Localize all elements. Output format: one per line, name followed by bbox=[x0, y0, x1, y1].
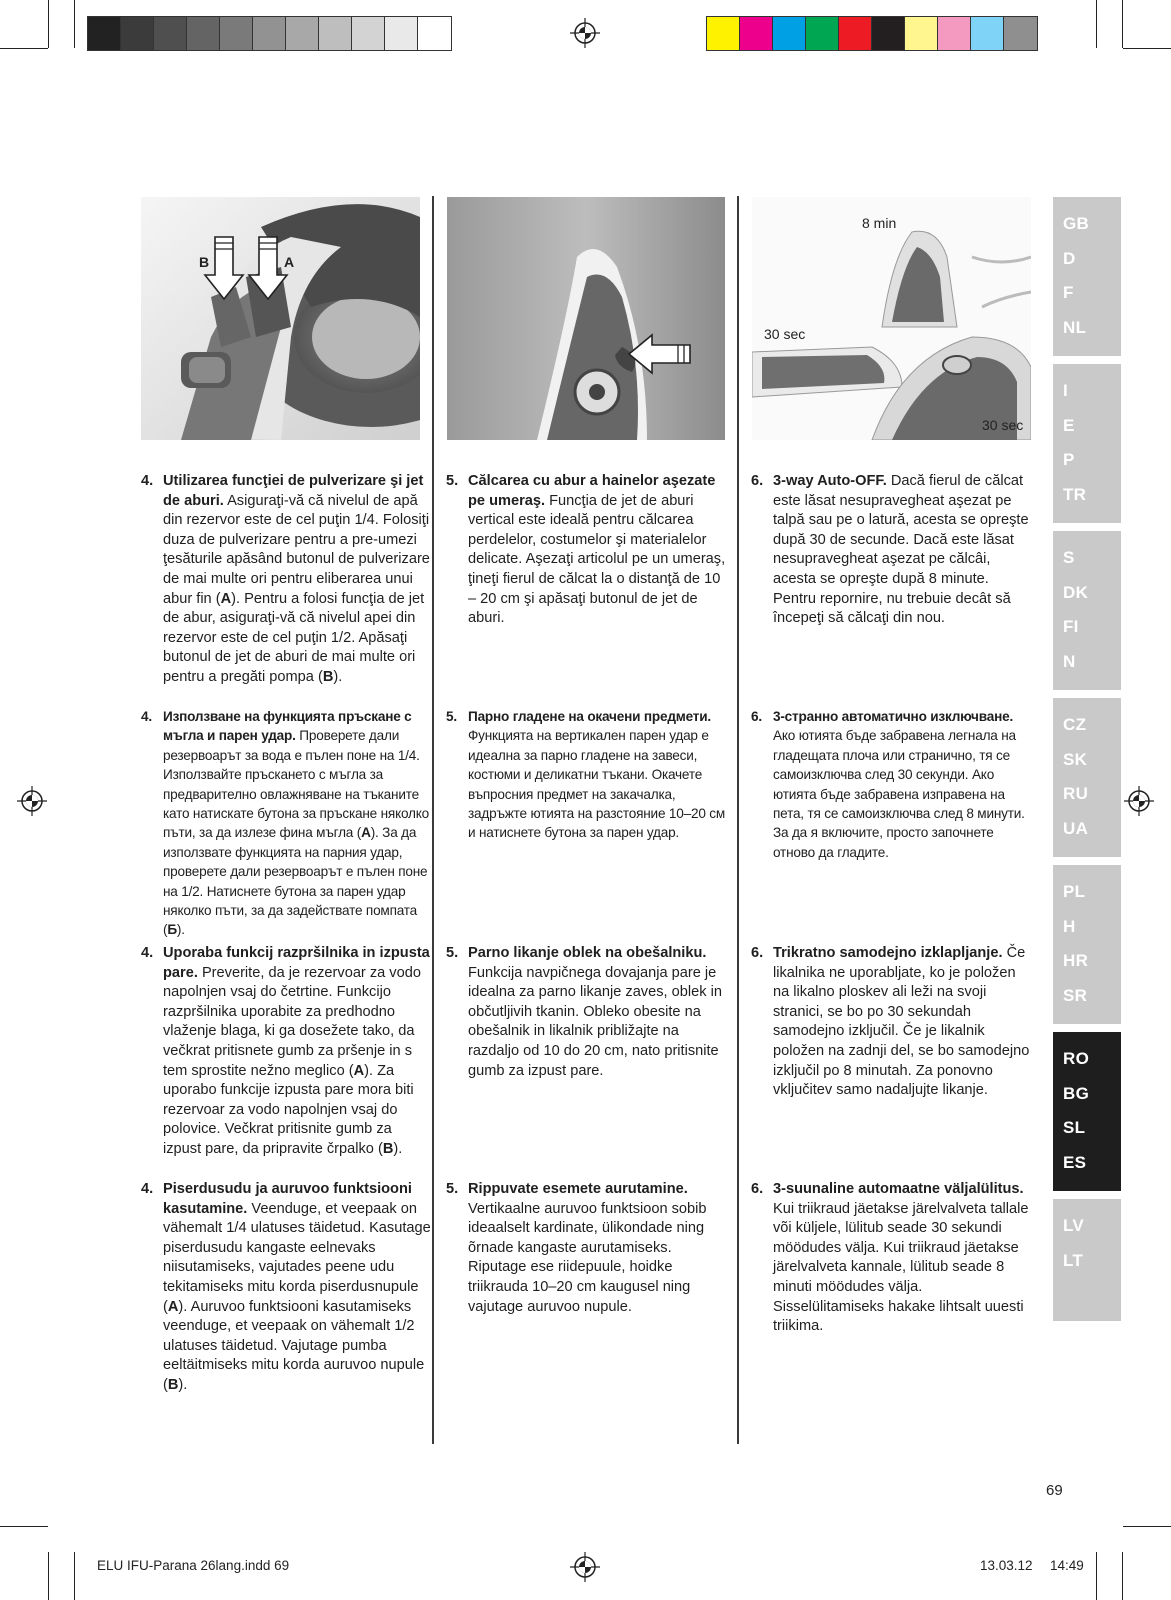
ref-letter: A bbox=[220, 590, 232, 607]
vertical-steam-illustration bbox=[447, 197, 725, 440]
step-body: ). Auruvoo funktsiooni kasutamiseks veenduge, et veepaak on vähemalt 1/2 ulatuses täidetud. Vajutage pumba eeltäitmiseks mitu korda auruvoo nupule ( bbox=[163, 1298, 425, 1393]
footer-date: 13.03.12 bbox=[980, 1558, 1033, 1573]
crop-mark bbox=[0, 1526, 48, 1527]
color-swatch bbox=[154, 17, 187, 50]
language-code: RO bbox=[1063, 1049, 1090, 1068]
registration-mark-icon bbox=[570, 18, 600, 48]
step-title: 3-странно автоматично изключване. bbox=[773, 709, 1014, 724]
registration-mark-icon bbox=[1124, 786, 1154, 816]
step-body: ). bbox=[333, 668, 343, 685]
language-group-tab[interactable] bbox=[1053, 364, 1121, 523]
language-code: H bbox=[1063, 916, 1076, 936]
color-swatch bbox=[806, 17, 839, 50]
instruction-5-ro bbox=[446, 472, 726, 629]
step-number: 4. bbox=[141, 709, 152, 724]
ref-letter: Б bbox=[167, 922, 177, 938]
color-swatch bbox=[905, 17, 938, 50]
gray-color-bar bbox=[87, 16, 452, 51]
step-number: 6. bbox=[751, 1181, 764, 1197]
language-code: TR bbox=[1063, 484, 1087, 504]
color-swatch bbox=[773, 17, 806, 50]
language-code: F bbox=[1063, 283, 1074, 302]
step-title: Călcarea cu abur a hainelor aşezate pe umeraş. bbox=[468, 473, 716, 509]
color-swatch bbox=[839, 17, 872, 50]
color-swatch bbox=[187, 17, 220, 50]
language-code: ES bbox=[1063, 1152, 1087, 1172]
step-number: 6. bbox=[751, 709, 762, 724]
crop-mark bbox=[48, 1552, 49, 1600]
step-number: 6. bbox=[751, 473, 764, 489]
language-code: HR bbox=[1063, 951, 1089, 970]
language-code: SR bbox=[1063, 985, 1088, 1005]
step-number: 5. bbox=[446, 1181, 459, 1197]
step-title: Parno likanje oblek na obešalniku. bbox=[468, 945, 707, 961]
color-swatch bbox=[88, 17, 121, 50]
footer-time: 14:49 bbox=[1050, 1558, 1084, 1573]
instruction-4-bg bbox=[141, 707, 433, 940]
crop-mark bbox=[1122, 1552, 1123, 1600]
crop-mark bbox=[1123, 48, 1171, 49]
step-body: Funkcija navpičnega dovajanja pare je idealna za parno likanje zaves, oblek in občutljivih tkanin. Obleko obesite na obešalnik in likalnik približajte na razdaljo od 10 do 20 cm, nato pritisnite gumb za izpust pare. bbox=[468, 964, 722, 1079]
language-code: I bbox=[1063, 381, 1069, 400]
step-body: ). Za uporabo funkcije izpusta pare mora biti rezervoar za vodo napolnjen vsaj do polovice. Večkrat pritisnite gumb za izpust pare, da pripravite črpalko ( bbox=[163, 1062, 414, 1157]
step-body: Asiguraţi-vă că nivelul de apă din rezervor este de cel puţin 1/4. Folosiţi duza de pulverizare pentru a pre-umezi ţesăturile apăsând butonul de pulverizare de mai multe ori pentru eliberarea unui abur fin ( bbox=[163, 492, 430, 607]
step-title: Trikratno samodejno izklapljanje. bbox=[773, 945, 1003, 961]
step-body: Če likalnika ne uporabljate, ko je položen na likalno ploskev ali leži na svoji stranici, se bo po 30 sekundah samodejno izključil. Če je likalnik položen na zadnji del, se bo samodejno izključil po 8 minutah. Za ponovno vključitev samo nadaljujte likanje. bbox=[773, 945, 1030, 1099]
color-swatch bbox=[418, 17, 451, 50]
color-swatch bbox=[352, 17, 385, 50]
ref-letter: A bbox=[361, 825, 371, 841]
language-group-tab[interactable] bbox=[1053, 1032, 1121, 1191]
color-swatch bbox=[1004, 17, 1037, 50]
instruction-4-ro bbox=[141, 472, 433, 688]
figure-label-b: B bbox=[199, 254, 210, 270]
color-swatch bbox=[872, 17, 905, 50]
language-code: P bbox=[1063, 450, 1075, 469]
page-number: 69 bbox=[1046, 1482, 1063, 1499]
language-group-tab[interactable] bbox=[1053, 1199, 1121, 1321]
step-body: Kui triikraud jäetakse järelvalveta tallale või küljele, lülitub seade 30 sekundi möödudes välja. Kui triikraud jäetakse järelvalveta kannale, lülitub seade 8 minuti möödudes välja. Sisselülitamiseks hakake lihtsalt uuesti triikima. bbox=[773, 1200, 1029, 1335]
language-code: BG bbox=[1063, 1083, 1090, 1103]
step-body: ). bbox=[393, 1140, 403, 1157]
figure-auto-off bbox=[752, 197, 1031, 440]
step-body: Preverite, da je rezervoar za vodo napolnjen vsaj do četrtine. Funkcijo razpršilnika uporabite za predhodno vlaženje blaga, ki ga dosežete tako, da večkrat pritisnete gumb za pršenje in s tem sprostite nežno meglico ( bbox=[163, 964, 421, 1079]
crop-mark bbox=[1096, 0, 1097, 48]
crop-mark bbox=[0, 48, 48, 49]
figure-spray-buttons bbox=[141, 197, 420, 440]
instruction-4-et bbox=[141, 1180, 433, 1396]
language-code: RU bbox=[1063, 784, 1089, 803]
color-swatch bbox=[707, 17, 740, 50]
language-group-tab[interactable] bbox=[1053, 197, 1121, 356]
ref-letter: A bbox=[167, 1298, 179, 1315]
step-title: Uporaba funkcij razpršilnika in izpusta pare. bbox=[163, 945, 430, 981]
step-number: 5. bbox=[446, 945, 459, 961]
color-swatch bbox=[385, 17, 418, 50]
step-body: Funcţia de jet de aburi vertical este ideală pentru călcarea perdelelor, costumelor şi materialelor delicate. Aşezaţi articolul pe un umeraş, ţineţi fierul de călcat la o distanţă de 10 – 20 cm şi apăsaţi butonul de jet de aburi. bbox=[468, 492, 726, 627]
instruction-6-et bbox=[751, 1180, 1033, 1337]
instruction-5-bg bbox=[446, 707, 726, 843]
language-code: D bbox=[1063, 248, 1076, 268]
crop-mark bbox=[48, 0, 49, 48]
auto-off-illustration bbox=[752, 197, 1031, 440]
language-code: NL bbox=[1063, 317, 1087, 337]
instruction-5-sl bbox=[446, 944, 726, 1081]
step-title: Piserdusudu ja auruvoo funktsiooni kasutamine. bbox=[163, 1181, 412, 1217]
step-body: Veenduge, et veepaak on vähemalt 1/4 ulatuses täidetud. Kasutage piserdusudu kangaste eelnevaks niisutamiseks, vajutades peene udu tekitamiseks mitu korda piserdusnupule ( bbox=[163, 1200, 431, 1315]
color-swatch bbox=[220, 17, 253, 50]
language-code: S bbox=[1063, 548, 1075, 567]
color-swatch bbox=[319, 17, 352, 50]
crop-mark bbox=[74, 1552, 75, 1600]
color-swatch bbox=[286, 17, 319, 50]
ref-letter: B bbox=[322, 668, 334, 685]
step-body: Dacă fierul de călcat este lăsat nesupravegheat aşezat pe talpă sau pe o latură, acesta se opreşte după 30 de secunde. Dacă este lăsat nesupravegheat aşezat pe călcâi, acesta se opreşte după 8 minute. Pentru repornire, nu trebuie decât să începeţi să călcaţi din nou. bbox=[773, 473, 1029, 627]
step-title: Rippuvate esemete aurutamine. bbox=[468, 1181, 688, 1197]
step-body: ). bbox=[178, 1376, 188, 1393]
language-code: UA bbox=[1063, 818, 1089, 838]
language-code: GB bbox=[1063, 214, 1090, 233]
step-title: Utilizarea funcţiei de pulverizare şi jet de aburi. bbox=[163, 473, 424, 509]
step-number: 4. bbox=[141, 1181, 154, 1197]
crop-mark bbox=[1123, 1526, 1171, 1527]
step-body: Ако ютията бъде забравена легнала на гладещата плоча или странично, тя се самоизключва след 30 секунди. Ако ютията бъде забравена изправена на пета, тя се самоизключва след 8 минути. За да я включите, просто започнете отново да гладите. bbox=[773, 728, 1025, 860]
step-body: Vertikaalne auruvoo funktsioon sobib ideaalselt kardinate, ülikondade ning õrnade kangaste aurutamiseks. Riputage ese riidepuule, hoidke triikrauda 10–20 cm kaugusel ning vajutage auruvoo nupule. bbox=[468, 1200, 707, 1315]
color-swatch bbox=[971, 17, 1004, 50]
crop-mark bbox=[1096, 1552, 1097, 1600]
registration-mark-icon bbox=[17, 786, 47, 816]
ref-letter: B bbox=[167, 1376, 179, 1393]
language-code: SL bbox=[1063, 1118, 1086, 1137]
step-title: Използване на функцията пръскане с мъгла и парен удар. bbox=[163, 709, 412, 744]
instruction-6-sl bbox=[751, 944, 1033, 1101]
step-number: 5. bbox=[446, 473, 459, 489]
step-body: ). bbox=[176, 922, 185, 938]
language-group-tab[interactable] bbox=[1053, 865, 1121, 1024]
language-code: CZ bbox=[1063, 715, 1087, 734]
step-body: ). За да използвате функцията на парния удар, проверете дали резервоарът е пълен поне на 1/2. Натиснете бутона за парен удар няколко пъти, за да задействате помпата ( bbox=[163, 825, 428, 938]
step-body: ). Pentru a folosi funcţia de jet de abur, asiguraţi-vă că nivelul apei din rezervor este de cel puţin 1/2. Apăsaţi butonul de jet de aburi de mai multe ori pentru a pregăti pompa ( bbox=[163, 590, 425, 685]
step-title: Парно гладене на окачени предмети. bbox=[468, 709, 711, 724]
step-number: 4. bbox=[141, 473, 154, 489]
instruction-4-sl bbox=[141, 944, 433, 1160]
ref-letter: B bbox=[382, 1140, 394, 1157]
step-number: 5. bbox=[446, 709, 457, 724]
instruction-5-et bbox=[446, 1180, 726, 1317]
color-swatch bbox=[253, 17, 286, 50]
language-code: SK bbox=[1063, 749, 1088, 769]
step-body: Проверете дали резервоарът за вода е пълен поне на 1/4. Използвайте пръскането с мъгла за предварително овлажняване на тъканите като натискате бутона за пръскане няколко пъти, за да излезе фина мъгла ( bbox=[163, 728, 430, 841]
process-color-bar bbox=[706, 16, 1038, 51]
color-swatch bbox=[121, 17, 154, 50]
step-number: 6. bbox=[751, 945, 764, 961]
instruction-6-ro bbox=[751, 472, 1033, 629]
label-30-sec-left: 30 sec bbox=[764, 326, 806, 342]
column-divider bbox=[737, 196, 739, 1444]
instruction-6-bg bbox=[751, 707, 1033, 862]
language-code: PL bbox=[1063, 882, 1086, 901]
language-group-tab[interactable] bbox=[1053, 531, 1121, 690]
color-swatch bbox=[740, 17, 773, 50]
step-title: 3-way Auto-OFF. bbox=[773, 473, 887, 489]
language-code: LV bbox=[1063, 1216, 1085, 1235]
step-body: Функцията на вертикален парен удар е идеална за парно гладене на завеси, костюми и деликатни тъкани. Окачете въпросния предмет на закачалка, задръжте ютията на разстояние 10–20 см и натиснете бутона за парен удар. bbox=[468, 728, 726, 841]
ref-letter: A bbox=[353, 1062, 365, 1079]
crop-mark bbox=[74, 0, 75, 48]
step-number: 4. bbox=[141, 945, 154, 961]
label-8-min: 8 min bbox=[862, 215, 897, 231]
label-30-sec-right: 30 sec bbox=[982, 417, 1024, 433]
figure-label-a: A bbox=[284, 254, 295, 270]
iron-handle-illustration bbox=[141, 197, 420, 440]
language-code: FI bbox=[1063, 617, 1079, 636]
language-code: E bbox=[1063, 415, 1075, 435]
registration-mark-icon bbox=[570, 1552, 600, 1582]
language-code: DK bbox=[1063, 582, 1089, 602]
footer-filename: ELU IFU-Parana 26lang.indd 69 bbox=[97, 1558, 290, 1573]
crop-mark bbox=[1122, 0, 1123, 48]
step-title: 3-suunaline automaatne väljalülitus. bbox=[773, 1181, 1024, 1197]
language-code: N bbox=[1063, 651, 1076, 671]
language-group-tab[interactable] bbox=[1053, 698, 1121, 857]
color-swatch bbox=[938, 17, 971, 50]
figure-vertical-steam bbox=[447, 197, 725, 440]
language-code: LT bbox=[1063, 1250, 1084, 1270]
